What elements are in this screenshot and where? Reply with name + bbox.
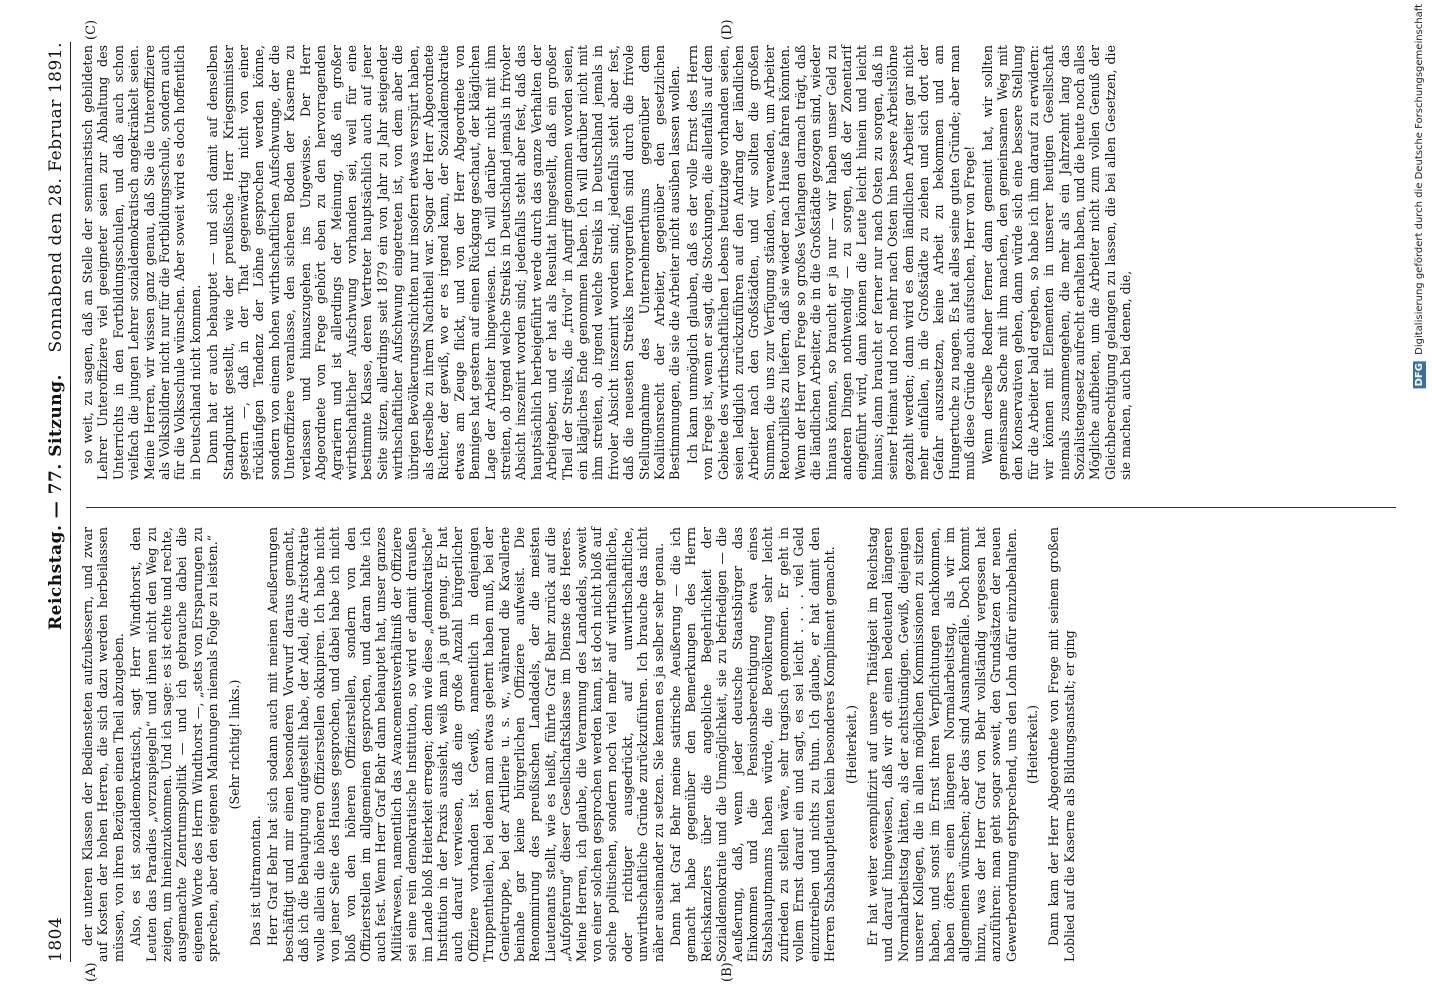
paragraph: Ich kann unmöglich glauben, daß es der volle Ernst des Herrn von Frege ist, wenn er sagt, die Stockungen, die allenfalls auf dem Gebiete des wirthschaftlichen Lebens heutzutage vorhanden seien, seien lediglich zurückzuführen auf den Andrang der ländlichen Arbeiter nach den Großstädten, und wir sollten die großen Summen, die uns zur Verfügung ständen, verwenden, um Arbeiter Retourbillets zu liefern, daß sie wieder nach Hause fahren könnten. Wenn der Herr von Frege so großes Verlangen darnach trägt, daß die ländlichen Arbeiter, die in die Großstädte gezogen sind, wieder hinaus können, so braucht er ja nur — wir haben unser Geld zu anderen Dingen nothwendig — zu sorgen, daß der Zonentarif eingeführt wird, dann können die Leute leicht hinein und leicht hinaus; dann braucht er ferner nur nach Osten zu sorgen, daß in seiner Heimat und noch mehr nach Osten hin bessere Arbeitslöhne gezahlt werden; dann wird es dem ländlichen Arbeiter gar nicht mehr einfallen, in die Großstädte zu ziehen und sich dort der Gefahr auszusetzen, keine Arbeit zu bekommen und am Hungertuche zu nagen. Es hat alles seine guten Gründe; aber man muß diese Gründe auch aufsuchen, Herr von Frege! xyxy=(684,45,978,480)
paragraph: so weit, zu sagen, daß an Stelle der seminaristisch gebildeten Lehrer Unteroffiziere viel geeigneter seien zur Abhaltung des Unterrichts in den Fortbildungsschulen, und daß auch schon vielfach die jungen Lehrer sozialdemokratisch angekränkelt seien. Meine Herren, wir wissen ganz genau, daß Sie die Unteroffiziere als Volksbildner nicht nur für die Fortbildungsschule, sondern auch für die Volksschule wünschen. Aber soweit wird es doch hoffentlich in Deutschland nicht kommen. xyxy=(80,45,203,480)
dfg-logo: DFG xyxy=(1414,363,1425,387)
paragraph: Dann kam der Herr Abgeordnete von Frege mit seinem großen Loblied auf die Kaserne als Bildungsanstalt; er ging xyxy=(1046,527,1077,962)
column-divider xyxy=(86,507,1396,508)
page-number: 1804 xyxy=(46,916,66,962)
paragraph: Also, es ist sozialdemokratisch, sagt Herr Windthorst, den Leuten das Paradies „vorzuspiegeln“ und ihnen nicht den Weg zu zeigen, um hineinzukommen. Und ich sage: es ist echte und rechte, ausgemachte Zentrumspolitik — und ich gebrauche dabei die eigenen Worte des Herrn Windthorst —, „stets von Ersparungen zu sprechen, aber den eigenen Mahnungen niemals Folge zu leisten.“ xyxy=(128,527,221,962)
paragraph: Dann hat er auch behauptet — und sich damit auf denselben Standpunkt gestellt, wie der preußische Herr Kriegsminister gestern —, daß in der That gegenwärtig nicht von einer rückläufigen Tendenz der Löhne gesprochen werden könne, sondern von einem hohen wirthschaftlichen Aufschwunge, der die Unteroffiziere veranlasse, den sicheren Boden der Kaserne zu verlassen und hinauszugehen ins Ungewisse. Der Herr Abgeordnete von Frege gehört eben zu den hervorragenden Agrariern und ist allerdings der Meinung, daß ein großer wirthschaftlicher Aufschwung vorhanden sei, weil für eine bestimmte Klasse, deren Vertreter hauptsächlich auch auf jener Seite sitzen, allerdings seit 1879 ein von Jahr zu Jahr steigender wirthschaftlicher Aufschwung eingetreten ist, von dem aber die übrigen Bevölkerungsschichten nur insofern etwas verspürt haben, als derselbe zu ihrem Nachtheil war. Sogar der Herr Abgeordnete Richter, der gewiß, wo er es irgend kann, der Sozialdemokratie etwas am Zeuge flickt, und von der Herr Abgeordnete von Benniges hat gestern auf einen Rückgang geschaut, der kläglichen Lage der Arbeiter hingewiesen. Ich will darüber nicht mit ihm streiten, ob irgend welche Streiks in Deutschland jemals in frivoler Absicht inszenirt worden sind; jedenfalls steht aber fest, daß das hauptsächlich herbeigeführt werde durch das ganze Verhalten der Arbeitgeber, und er hat als Resultat hingestellt, daß ein großer Theil der Streiks, die „frivol“ in Angriff genommen worden seien, ein klägliches Ende genommen haben. Ich will darüber nicht mit ihm streiten, ob irgend welche Streiks in Deutschland jemals in frivoler Absicht inszenirt worden sind; jedenfalls steht aber fest, daß die neuesten Streiks hervorgerufen sind durch die frivole Stellungnahme des Unternehmerthums gegenüber dem Koalitionsrecht der Arbeiter, gegenüber den gesetzlichen Bestimmungen, die sie die Arbeiter nicht ausüben lassen wollen. xyxy=(205,45,683,480)
interjection: (Heiterkeit.) xyxy=(1024,705,1040,784)
paragraph: der unteren Klassen der Bediensteten aufzubessern, und zwar auf Kosten der hohen Herren, die sich dazu werden herbeilassen müssen, von ihren Bezügen einen Theil abzugeben. xyxy=(80,527,126,962)
margin-marker-c: (C) xyxy=(84,19,99,40)
paragraph: Herr Graf Behr hat sich sodann auch mit meinen Aeußerungen beschäftigt und mir einen besonderen Vorwurf daraus gemacht, daß ich die Behauptung aufgestellt habe, der Adel, die Aristokratie wolle allein die höheren Offizierstellen okkupiren. Ich habe nicht von jener Seite des Hauses gesprochen, und dabei habe ich nicht bloß von den höheren Offizierstellen, sondern von den Offizierstellen im allgemeinen gesprochen, und daran halte ich auch fest. Wenn Herr Graf Behr dann behauptet hat, unser ganzes Militärwesen, namentlich das Avancementsverhältniß der Offiziere sei eine rein demokratische Institution, so wird er damit draußen im Lande bloß Heiterkeit erregen; denn wie diese „demokratische“ Institution in der Praxis aussieht, weiß man ja gut genug. Er hat auch darauf verwiesen, daß eine große Anzahl bürgerlicher Offiziere vorhanden ist. Gewiß, namentlich in denjenigen Truppentheilen, bei denen man etwas gelernt haben muß, bei der Genietruppe, bei der Artillerie u. s. w., während die Kavallerie beinahe gar keine bürgerlichen Offiziere aufweist. Die Renommirung des preußischen Landadels, der die meisten Lieutenants stellt, wie es heißt, führte Graf Behr zurück auf die „Aufopferung“ dieser Gesellschaftsklasse im Dienste des Heeres. Meine Herren, ich glaube, die Verarmung des Landadels, soweit von einer solchen gesprochen werden kann, ist doch nicht bloß auf solche politischen, sondern noch viel mehr auf wirthschaftliche, oder richtiger ausgedrückt, auf unwirthschaftliche, unwirthschaftliche Gründe zurückzuführen. Ich brauche das nicht näher auseinander zu setzen. Sie kennen es ja selber sehr genau. xyxy=(265,527,666,962)
paragraph: Er hat weiter exemplifizirt auf unsere Thätigkeit im Reichstag und darauf hingewiesen, daß wir oft einen bedeutend längeren Normalarbeitstag hätten, als der achtstündigen. Gewiß, diejenigen unserer Kollegen, die in allen möglichen Kommissionen zu sitzen haben, und sonst im Ernst ihren Verpflichtungen nachkommen, haben öfters einen längeren Normalarbeitstag, als wir im allgemeinen wünschen; aber das sind Ausnahmefälle. Doch kommt hinzu, was der Herr Graf von Behr vollständig vergessen hat anzuführen: man geht sogar soweit, den Grundsätzen der neuen Gewerbeordnung entsprechend, uns den Lohn dafür einzubehalten. xyxy=(864,527,1019,962)
dfg-credit-text: Digitalisierung gefördert durch die Deutsche Forschungsgemeinschaft xyxy=(1414,4,1425,355)
session-title: Reichstag. — 77. Sitzung. xyxy=(46,374,66,630)
session-date: Sonnabend den 28. Februar 1891. xyxy=(46,42,66,353)
margin-marker-a: (A) xyxy=(84,962,99,982)
left-column xyxy=(80,527,1079,962)
interjection: (Heiterkeit.) xyxy=(843,705,859,784)
paragraph: Dann hat Graf Behr meine satirische Aeußerung — die ich gemacht habe gegenüber den Bemerkungen des Herrn Reichskanzlers über die angebliche Begehrlichkeit der Sozialdemokratie und die Unmöglichkeit, sie zu befriedigen — die Aeußerung, daß, wenn jeder deutsche Staatsbürger das Einkommen und die Pensionsberechtigung etwa eines Stabshauptmanns haben würde, die Bevölkerung sehr leicht zufrieden zu stellen wäre, sehr tragisch genommen. Er geht in vollem Ernst darauf ein und sagt, es sei leicht . . . . viel Geld einzutreiben und nichts zu thun. Ich glaube, er hat damit den Herren Stabshauptleuten kein besonderes Kompliment gemacht. xyxy=(668,527,838,962)
margin-marker-b: (B) xyxy=(720,962,735,982)
margin-marker-d: (D) xyxy=(720,19,735,40)
paragraph: Das ist ultramontan. xyxy=(248,815,264,946)
right-column xyxy=(80,45,1136,480)
page-header xyxy=(44,42,71,962)
interjection: (Sehr richtig! links.) xyxy=(226,679,242,810)
paragraph: Wenn derselbe Redner ferner dann gemeint hat, wir sollten gemeinsame Sache mit ihm machen, den gemeinsamen Weg mit den Konservativen gehen, dann würde sich eine bessere Stellung für die Arbeiter bald ergeben, so habe ich ihm darauf zu erwidern: wir können mit Elementen in unserer heutigen Gesellschaft niemals zusammengehen, die mehr als ein Jahrzehnt lang das Sozialistengesetz aufrecht erhalten haben, und die heute noch alles Mögliche aufbieten, um die Arbeiter nicht zum vollen Genuß der Gleichberechtigung gelangen zu lassen, die bei allen Gesetzen, die sie machen, auch bei denen, die, xyxy=(979,45,1134,480)
dfg-credit xyxy=(1413,4,1426,388)
